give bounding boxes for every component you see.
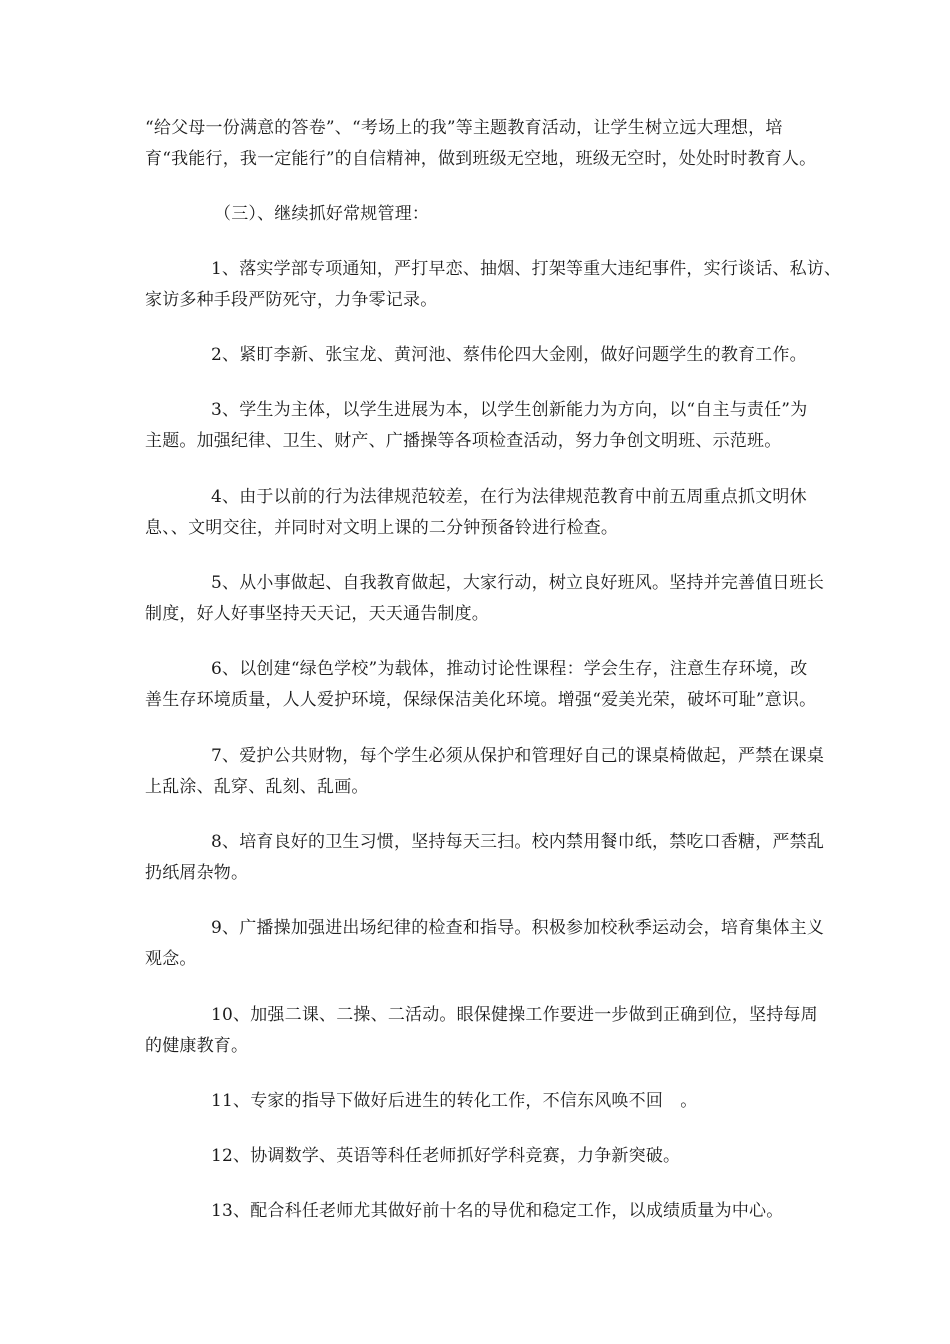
list-item-7-line-1: 7、爱护公共财物，每个学生必须从保护和管理好自己的课桌椅做起，严禁在课桌 <box>211 746 825 766</box>
list-item-10-line-1: 10、加强二课、二操、二活动。眼保健操工作要进一步做到正确到位，坚持每周 <box>211 1005 818 1025</box>
list-item-12: 12、协调数学、英语等科任老师抓好学科竞赛，力争新突破。 <box>211 1146 681 1166</box>
list-item-11: 11、专家的指导下做好后进生的转化工作，不信东风唤不回 。 <box>211 1091 698 1111</box>
list-item-2: 2、紧盯李新、张宝龙、黄河池、蔡伟伦四大金刚，做好问题学生的教育工作。 <box>211 345 807 365</box>
text-line: 育“我能行，我一定能行”的自信精神，做到班级无空地，班级无空时，处处时时教育人。 <box>145 149 817 169</box>
list-item-6-line-2: 善生存环境质量，人人爱护环境，保绿保洁美化环境。增强“爱美光荣，破坏可耻”意识。 <box>145 690 817 710</box>
list-item-10-line-2: 的健康教育。 <box>145 1036 249 1056</box>
list-item-1-line-2: 家访多种手段严防死守，力争零记录。 <box>145 290 438 310</box>
text-line: “给父母一份满意的答卷”、“考场上的我”等主题教育活动，让学生树立远大理想，培 <box>145 118 783 138</box>
list-item-3-line-1: 3、学生为主体，以学生进展为本，以学生创新能力为方向，以“自主与责任”为 <box>211 400 808 420</box>
list-item-13: 13、配合科任老师尤其做好前十名的导优和稳定工作，以成绩质量为中心。 <box>211 1201 784 1221</box>
list-item-4-line-2: 息、、文明交往，并同时对文明上课的二分钟预备铃进行检查。 <box>145 518 619 538</box>
list-item-4-line-1: 4、由于以前的行为法律规范较差，在行为法律规范教育中前五周重点抓文明休 <box>211 487 807 507</box>
list-item-7-line-2: 上乱涂、乱穿、乱刻、乱画。 <box>145 777 369 797</box>
list-item-8-line-1: 8、培育良好的卫生习惯，坚持每天三扫。校内禁用餐巾纸，禁吃口香糖，严禁乱 <box>211 832 825 852</box>
section-heading: （三）、继续抓好常规管理： <box>214 204 430 224</box>
list-item-1-line-1: 1、落实学部专项通知，严打早恋、抽烟、打架等重大违纪事件，实行谈话、私访、 <box>211 259 842 279</box>
list-item-9-line-2: 观念。 <box>145 949 197 969</box>
list-item-3-line-2: 主题。加强纪律、卫生、财产、广播操等各项检查活动，努力争创文明班、示范班。 <box>145 431 782 451</box>
list-item-5-line-1: 5、从小事做起、自我教育做起，大家行动，树立良好班风。坚持并完善值日班长 <box>211 573 825 593</box>
list-item-6-line-1: 6、以创建“绿色学校”为载体，推动讨论性课程：学会生存，注意生存环境，改 <box>211 659 808 679</box>
list-item-9-line-1: 9、广播操加强进出场纪律的检查和指导。积极参加校秋季运动会，培育集体主义 <box>211 918 825 938</box>
list-item-8-line-2: 扔纸屑杂物。 <box>145 863 249 883</box>
list-item-5-line-2: 制度，好人好事坚持天天记，天天通告制度。 <box>145 604 489 624</box>
